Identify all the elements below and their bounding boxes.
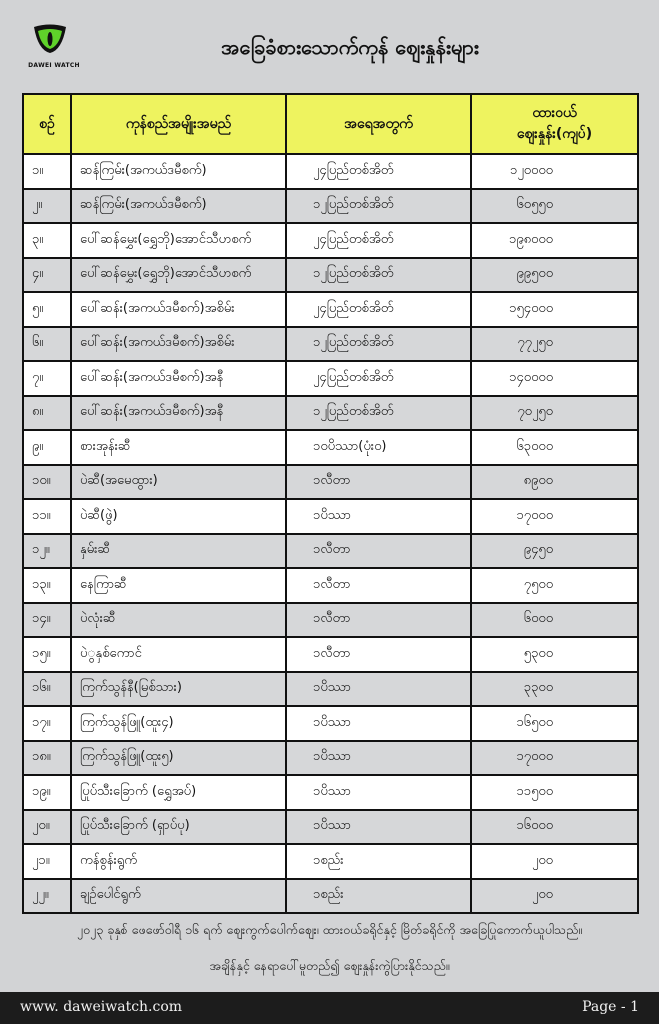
cell-price: ၁၂၀၀၀၀ bbox=[471, 154, 638, 189]
cell-no: ၁၅။ bbox=[23, 637, 71, 672]
green-eye-icon bbox=[32, 24, 68, 54]
cell-no: ၁၇။ bbox=[23, 706, 71, 741]
cell-quantity: ၁ပိဿာ bbox=[286, 741, 471, 776]
table-row bbox=[23, 292, 638, 327]
cell-no: ၃။ bbox=[23, 223, 71, 258]
table-row bbox=[23, 223, 638, 258]
cell-price: ၃၃၀၀ bbox=[471, 672, 638, 707]
cell-no: ၂။ bbox=[23, 189, 71, 224]
cell-item-name: ပြုပ်သီးခြောက် (ရှာပ်ပု) bbox=[71, 810, 286, 845]
cell-item-name: ကြက်သွန်ဖြူ(ထူး၄) bbox=[71, 706, 286, 741]
table-row bbox=[23, 465, 638, 500]
table-row bbox=[23, 706, 638, 741]
table-row bbox=[23, 361, 638, 396]
table-row bbox=[23, 534, 638, 569]
cell-price: ၁၄၀၀၀၀ bbox=[471, 361, 638, 396]
cell-item-name: ပေါ်ဆန်း(အကယ်ဒမီစက်)အနီ bbox=[71, 396, 286, 431]
cell-item-name: ကန်စွန်းရွက် bbox=[71, 844, 286, 879]
website-link[interactable]: www. daweiwatch.com bbox=[20, 999, 183, 1015]
cell-quantity: ၁၂ပြည်တစ်အိတ် bbox=[286, 327, 471, 362]
header bbox=[0, 0, 659, 90]
cell-price: ၁၇၀၀၀ bbox=[471, 499, 638, 534]
cell-price: ၆၃၀၀၀ bbox=[471, 430, 638, 465]
footer-bar bbox=[0, 992, 659, 1024]
cell-item-name: ချဉ်ပေါင်ရွက် bbox=[71, 879, 286, 914]
cell-price: ၂၀၀ bbox=[471, 844, 638, 879]
table-row bbox=[23, 189, 638, 224]
cell-price: ၁၆၀၀၀ bbox=[471, 810, 638, 845]
table-row bbox=[23, 499, 638, 534]
disclaimer-note: အချိန်နှင့် နေရာပေါ်မူတည်၍ ဈေးနှုန်းကွဲပြားနိုင်သည်။ bbox=[209, 958, 450, 973]
column-header-no: စဉ် bbox=[23, 94, 71, 154]
cell-item-name: ပေါ်ဆန်း(အကယ်ဒမီစက်)အနီ bbox=[71, 361, 286, 396]
table-row bbox=[23, 637, 638, 672]
cell-quantity: ၁စည်း bbox=[286, 844, 471, 879]
cell-no: ၁။ bbox=[23, 154, 71, 189]
cell-price: ၅၃၀၀ bbox=[471, 637, 638, 672]
brand-label: DAWEI WATCH bbox=[28, 62, 80, 69]
cell-quantity: ၁၀ပိဿာ(ပုံး၀) bbox=[286, 430, 471, 465]
cell-item-name: ဆန်ကြမ်း(အကယ်ဒမီစက်) bbox=[71, 189, 286, 224]
source-note: ၂၀၂၃ ခုနှစ် ဖေဖော်ဝါရီ ၁၆ ရက် ဈေးကွက်ပေါက်ဈေး၊ ထားဝယ်ခရိုင်နှင့် မြိတ်ခရိုင်ကို အခြေပြုကောက်ယူပါသည်။ bbox=[76, 922, 583, 937]
table-row bbox=[23, 603, 638, 638]
page-title: အခြေခံစားသောက်ကုန် ဈေးနှုန်းများ bbox=[221, 35, 479, 59]
column-header-item: ကုန်စည်အမျိုးအမည် bbox=[71, 94, 286, 154]
cell-item-name: ကြက်သွန်ဖြူ(ထူး၅) bbox=[71, 741, 286, 776]
cell-no: ၂၀။ bbox=[23, 810, 71, 845]
cell-quantity: ၁ပိဿာ bbox=[286, 775, 471, 810]
cell-price: ၆၀၅၅၀ bbox=[471, 189, 638, 224]
cell-no: ၁၉။ bbox=[23, 775, 71, 810]
cell-price: ၁၆၅၀၀ bbox=[471, 706, 638, 741]
cell-price: ၉၉၅၀၀ bbox=[471, 258, 638, 293]
cell-item-name: စားအုန်းဆီ bbox=[71, 430, 286, 465]
cell-item-name: ပဲဆီ(ဖွဲ) bbox=[71, 499, 286, 534]
cell-no: ၈။ bbox=[23, 396, 71, 431]
cell-no: ၁၈။ bbox=[23, 741, 71, 776]
cell-quantity: ၁လီတာ bbox=[286, 465, 471, 500]
table-row bbox=[23, 327, 638, 362]
cell-no: ၁၄။ bbox=[23, 603, 71, 638]
table-row bbox=[23, 879, 638, 914]
cell-no: ၁၁။ bbox=[23, 499, 71, 534]
cell-price: ၈၉၀၀ bbox=[471, 465, 638, 500]
column-header-price bbox=[471, 94, 638, 154]
cell-item-name: ပေါ်ဆန်း(အကယ်ဒမီစက်)အစိမ်း bbox=[71, 327, 286, 362]
cell-no: ၆။ bbox=[23, 327, 71, 362]
table-row bbox=[23, 396, 638, 431]
dawei-watch-logo bbox=[24, 24, 84, 76]
cell-item-name: ပေါ်ဆန်မွှေး(ရွှေဘို)အောင်သီဟစက် bbox=[71, 223, 286, 258]
cell-item-name: ကြက်သွန်နီ(မြစ်သား) bbox=[71, 672, 286, 707]
cell-quantity: ၂၄ပြည်တစ်အိတ် bbox=[286, 154, 471, 189]
cell-quantity: ၂၄ပြည်တစ်အိတ် bbox=[286, 361, 471, 396]
price-table bbox=[22, 93, 639, 914]
table-row bbox=[23, 775, 638, 810]
cell-no: ၁၀။ bbox=[23, 465, 71, 500]
table-row bbox=[23, 154, 638, 189]
cell-item-name: ပဲလုံးဆီ bbox=[71, 603, 286, 638]
table-row bbox=[23, 258, 638, 293]
cell-no: ၂၁။ bbox=[23, 844, 71, 879]
table-row bbox=[23, 568, 638, 603]
cell-quantity: ၂၄ပြည်တစ်အိတ် bbox=[286, 223, 471, 258]
cell-price: ၇၇၂၅၀ bbox=[471, 327, 638, 362]
cell-item-name: ပေါ်ဆန်မွှေး(ရွှေဘို)အောင်သီဟစက် bbox=[71, 258, 286, 293]
cell-quantity: ၁ပိဿာ bbox=[286, 672, 471, 707]
column-header-quantity: အရေအတွက် bbox=[286, 94, 471, 154]
cell-no: ၁၂။ bbox=[23, 534, 71, 569]
table-row bbox=[23, 810, 638, 845]
cell-quantity: ၁လီတာ bbox=[286, 603, 471, 638]
table-header-row bbox=[23, 94, 638, 154]
cell-no: ၁၃။ bbox=[23, 568, 71, 603]
cell-price: ၆၀၀၀ bbox=[471, 603, 638, 638]
cell-price: ၁၉၈၀၀၀ bbox=[471, 223, 638, 258]
cell-no: ၉။ bbox=[23, 430, 71, 465]
cell-quantity: ၁၂ပြည်တစ်အိတ် bbox=[286, 189, 471, 224]
cell-item-name: ပဲဆီ(အမေထွား) bbox=[71, 465, 286, 500]
cell-item-name: နှမ်းဆီ bbox=[71, 534, 286, 569]
cell-item-name: ပဲွနှစ်ကောင် bbox=[71, 637, 286, 672]
cell-no: ၁၆။ bbox=[23, 672, 71, 707]
cell-price: ၂၀၀ bbox=[471, 879, 638, 914]
table-row bbox=[23, 844, 638, 879]
page-number: Page - 1 bbox=[582, 999, 639, 1015]
cell-price: ၁၇၀၀၀ bbox=[471, 741, 638, 776]
cell-no: ၅။ bbox=[23, 292, 71, 327]
table-row bbox=[23, 741, 638, 776]
cell-price: ၁၅၄၀၀၀ bbox=[471, 292, 638, 327]
cell-item-name: ဆန်ကြမ်း(အကယ်ဒမီစက်) bbox=[71, 154, 286, 189]
column-header-price-unit: ဈေးနှုန်း(ကျပ်) bbox=[516, 126, 593, 142]
table-body bbox=[23, 154, 638, 913]
cell-no: ၂၂။ bbox=[23, 879, 71, 914]
table-row bbox=[23, 430, 638, 465]
cell-quantity: ၁၂ပြည်တစ်အိတ် bbox=[286, 258, 471, 293]
cell-price: ၇၀၂၅၀ bbox=[471, 396, 638, 431]
cell-quantity: ၁လီတာ bbox=[286, 568, 471, 603]
cell-quantity: ၁ပိဿာ bbox=[286, 706, 471, 741]
table-row bbox=[23, 672, 638, 707]
cell-quantity: ၁လီတာ bbox=[286, 534, 471, 569]
cell-quantity: ၁လီတာ bbox=[286, 637, 471, 672]
cell-quantity: ၁ပိဿာ bbox=[286, 810, 471, 845]
cell-price: ၇၅၀၀ bbox=[471, 568, 638, 603]
cell-price: ၉၄၅၀ bbox=[471, 534, 638, 569]
cell-quantity: ၁၂ပြည်တစ်အိတ် bbox=[286, 396, 471, 431]
column-header-price-region: ထားဝယ် bbox=[532, 105, 577, 121]
cell-item-name: ပေါ်ဆန်း(အကယ်ဒမီစက်)အစိမ်း bbox=[71, 292, 286, 327]
cell-quantity: ၁စည်း bbox=[286, 879, 471, 914]
cell-no: ၄။ bbox=[23, 258, 71, 293]
cell-item-name: နေကြာဆီ bbox=[71, 568, 286, 603]
cell-item-name: ပြုပ်သီးခြောက် (ရွှေအပ်) bbox=[71, 775, 286, 810]
cell-price: ၁၁၅၀၀ bbox=[471, 775, 638, 810]
cell-no: ၇။ bbox=[23, 361, 71, 396]
cell-quantity: ၁ပိဿာ bbox=[286, 499, 471, 534]
cell-quantity: ၂၄ပြည်တစ်အိတ် bbox=[286, 292, 471, 327]
